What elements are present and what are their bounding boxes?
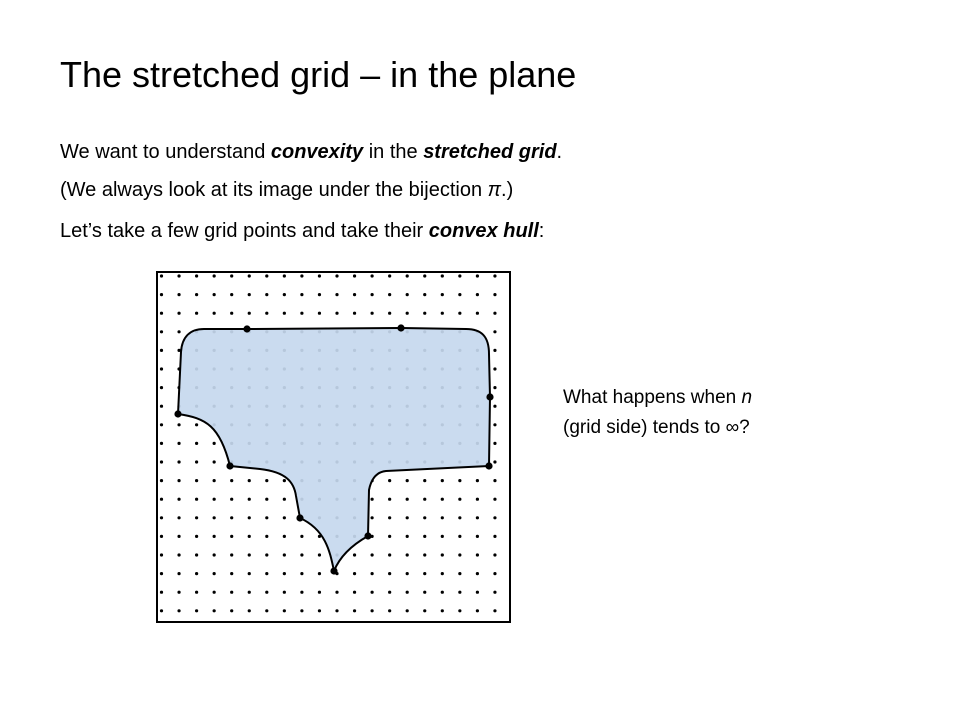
grid-dot: [177, 553, 180, 556]
grid-dot: [160, 274, 163, 277]
grid-dot: [248, 572, 251, 575]
grid-dot: [213, 442, 216, 445]
grid-dot: [476, 498, 479, 501]
convex-hull-term: convex hull: [428, 220, 539, 242]
grid-dot: [371, 516, 374, 519]
grid-dot: [423, 516, 426, 519]
grid-dot: [283, 572, 286, 575]
grid-dot: [476, 274, 479, 277]
grid-dot: [265, 609, 268, 612]
grid-dot: [230, 498, 233, 501]
grid-dot: [406, 293, 409, 296]
grid-dot: [406, 535, 409, 538]
grid-dot: [493, 553, 496, 556]
grid-dot: [371, 274, 374, 277]
hull-vertex: [485, 462, 492, 469]
grid-dot: [177, 423, 180, 426]
grid-dot: [353, 553, 356, 556]
grid-dot: [160, 312, 163, 315]
grid-dot: [160, 591, 163, 594]
grid-dot: [195, 460, 198, 463]
grid-dot: [230, 516, 233, 519]
grid-dot: [265, 293, 268, 296]
hull-vertex: [296, 514, 303, 521]
grid-dot: [160, 330, 163, 333]
grid-dot: [177, 330, 180, 333]
grid-dot: [177, 572, 180, 575]
grid-dot: [493, 572, 496, 575]
grid-dot: [423, 553, 426, 556]
grid-dot: [476, 312, 479, 315]
grid-dot: [160, 349, 163, 352]
grid-dot: [230, 312, 233, 315]
grid-dot: [160, 367, 163, 370]
hull-vertex: [330, 567, 337, 574]
grid-dot: [335, 293, 338, 296]
grid-dot: [423, 535, 426, 538]
grid-dot: [160, 535, 163, 538]
grid-dot: [476, 535, 479, 538]
grid-dot: [493, 442, 496, 445]
grid-dot: [300, 609, 303, 612]
grid-dot: [213, 572, 216, 575]
grid-dot: [177, 460, 180, 463]
grid-dot: [458, 609, 461, 612]
grid-dot: [177, 274, 180, 277]
grid-dot: [388, 516, 391, 519]
grid-dot: [160, 572, 163, 575]
grid-dot: [423, 498, 426, 501]
grid-dot: [406, 572, 409, 575]
grid-dot: [160, 423, 163, 426]
n-variable: n: [741, 387, 753, 408]
grid-dot: [458, 274, 461, 277]
grid-dot: [248, 479, 251, 482]
grid-dot: [458, 479, 461, 482]
grid-dot: [283, 498, 286, 501]
grid-dot: [318, 591, 321, 594]
grid-dot: [195, 553, 198, 556]
question-text-a: What happens when: [563, 387, 742, 408]
grid-dot: [248, 535, 251, 538]
grid-dot: [406, 591, 409, 594]
grid-dot: [423, 572, 426, 575]
grid-dot: [493, 312, 496, 315]
grid-dot: [335, 312, 338, 315]
grid-dot: [230, 293, 233, 296]
grid-dot: [423, 274, 426, 277]
grid-dot: [230, 572, 233, 575]
grid-dot: [423, 479, 426, 482]
grid-dot: [388, 312, 391, 315]
grid-dot: [318, 572, 321, 575]
intro-text-e: .: [556, 141, 563, 163]
grid-dot: [248, 516, 251, 519]
grid-dot: [160, 460, 163, 463]
grid-dot: [441, 516, 444, 519]
grid-dot: [177, 442, 180, 445]
grid-dot: [388, 553, 391, 556]
grid-dot: [265, 274, 268, 277]
grid-dot: [230, 553, 233, 556]
grid-dot: [371, 498, 374, 501]
grid-dot: [493, 274, 496, 277]
question-line-1: [563, 387, 752, 409]
grid-dot: [493, 293, 496, 296]
grid-dot: [493, 460, 496, 463]
grid-dot: [423, 591, 426, 594]
grid-dot: [195, 293, 198, 296]
grid-dot: [441, 553, 444, 556]
grid-dot: [371, 293, 374, 296]
grid-dot: [476, 479, 479, 482]
grid-dot: [476, 572, 479, 575]
grid-dot: [230, 609, 233, 612]
grid-dot: [195, 498, 198, 501]
question-line-2: (grid side) tends to ∞?: [563, 417, 750, 438]
bijection-text-c: .): [501, 179, 514, 201]
hull-vertex: [486, 393, 493, 400]
grid-dot: [458, 591, 461, 594]
grid-dot: [318, 553, 321, 556]
grid-dot: [371, 312, 374, 315]
grid-dot: [177, 293, 180, 296]
grid-dot: [423, 312, 426, 315]
grid-dot: [177, 498, 180, 501]
grid-dot: [283, 274, 286, 277]
grid-dot: [406, 312, 409, 315]
grid-dot: [213, 535, 216, 538]
grid-dot: [335, 609, 338, 612]
grid-dot: [283, 553, 286, 556]
grid-dot: [213, 609, 216, 612]
grid-dot: [213, 312, 216, 315]
grid-dot: [458, 516, 461, 519]
grid-dot: [388, 498, 391, 501]
grid-dot: [493, 367, 496, 370]
grid-dot: [388, 274, 391, 277]
grid-dot: [388, 293, 391, 296]
grid-dot: [353, 609, 356, 612]
grid-dot: [265, 553, 268, 556]
grid-dot: [476, 591, 479, 594]
grid-dot: [441, 498, 444, 501]
grid-dot: [441, 609, 444, 612]
grid-dot: [230, 274, 233, 277]
grid-dot: [265, 498, 268, 501]
grid-dot: [195, 591, 198, 594]
grid-dot: [265, 516, 268, 519]
grid-dot: [213, 460, 216, 463]
grid-dot: [441, 479, 444, 482]
grid-dot: [177, 479, 180, 482]
slide-title: The stretched grid – in the plane: [60, 54, 577, 95]
grid-dot: [160, 293, 163, 296]
grid-dot: [248, 293, 251, 296]
grid-dot: [213, 293, 216, 296]
grid-dot: [493, 609, 496, 612]
grid-dot: [353, 312, 356, 315]
hull-text-c: :: [538, 220, 545, 242]
grid-dot: [493, 479, 496, 482]
grid-dot: [493, 330, 496, 333]
grid-dot: [300, 553, 303, 556]
grid-dot: [476, 609, 479, 612]
grid-dot: [177, 535, 180, 538]
pi-symbol: π: [487, 179, 502, 201]
grid-dot: [441, 274, 444, 277]
grid-dot: [265, 591, 268, 594]
grid-dot: [300, 572, 303, 575]
grid-dot: [195, 516, 198, 519]
hull-vertex: [397, 324, 404, 331]
grid-dot: [458, 535, 461, 538]
grid-dot: [406, 479, 409, 482]
grid-dot: [195, 442, 198, 445]
grid-dot: [441, 591, 444, 594]
grid-dot: [406, 274, 409, 277]
grid-dot: [248, 312, 251, 315]
hull-vertex: [243, 325, 250, 332]
grid-dot: [441, 312, 444, 315]
grid-dot: [177, 609, 180, 612]
grid-dot: [476, 553, 479, 556]
grid-dot: [213, 553, 216, 556]
grid-dot: [441, 572, 444, 575]
grid-dot: [406, 516, 409, 519]
grid-dot: [388, 479, 391, 482]
grid-dot: [318, 274, 321, 277]
grid-dot: [213, 498, 216, 501]
grid-dot: [458, 498, 461, 501]
grid-dot: [371, 591, 374, 594]
grid-dot: [441, 293, 444, 296]
grid-dot: [195, 274, 198, 277]
grid-dot: [160, 516, 163, 519]
grid-dot: [248, 553, 251, 556]
grid-dot: [195, 609, 198, 612]
grid-dot: [300, 535, 303, 538]
grid-dot: [160, 386, 163, 389]
grid-dot: [283, 312, 286, 315]
grid-dot: [423, 293, 426, 296]
grid-dot: [160, 609, 163, 612]
grid-dot: [177, 591, 180, 594]
grid-dot: [493, 591, 496, 594]
grid-dot: [458, 312, 461, 315]
hull-text-a: Let’s take a few grid points and take their: [60, 220, 429, 242]
grid-dot: [283, 609, 286, 612]
grid-dot: [213, 591, 216, 594]
grid-dot: [318, 293, 321, 296]
grid-dot: [265, 572, 268, 575]
grid-dot: [406, 609, 409, 612]
stretched-grid-term: stretched grid: [423, 141, 557, 163]
grid-dot: [283, 479, 286, 482]
grid-dot: [406, 498, 409, 501]
grid-dot: [195, 535, 198, 538]
grid-dot: [160, 553, 163, 556]
grid-dot: [195, 572, 198, 575]
grid-dot: [476, 293, 479, 296]
grid-dot: [406, 553, 409, 556]
grid-dot: [230, 591, 233, 594]
grid-dot: [493, 349, 496, 352]
grid-dot: [195, 312, 198, 315]
intro-text-a: We want to understand: [60, 141, 271, 163]
grid-dot: [388, 591, 391, 594]
grid-dot: [318, 312, 321, 315]
grid-dot: [458, 293, 461, 296]
grid-dot: [248, 274, 251, 277]
grid-dot: [423, 609, 426, 612]
grid-dot: [335, 274, 338, 277]
grid-dot: [248, 498, 251, 501]
grid-dot: [160, 498, 163, 501]
grid-dot: [493, 498, 496, 501]
hull-vertex: [174, 410, 181, 417]
grid-dot: [160, 442, 163, 445]
grid-dot: [265, 535, 268, 538]
grid-dot: [160, 405, 163, 408]
grid-dot: [300, 274, 303, 277]
grid-dot: [493, 405, 496, 408]
intro-text-c: in the: [363, 141, 424, 163]
grid-dot: [353, 293, 356, 296]
bijection-text-a: (We always look at its image under the bijection: [60, 179, 488, 201]
grid-dot: [388, 609, 391, 612]
grid-dot: [230, 535, 233, 538]
grid-dot: [248, 591, 251, 594]
grid-dot: [371, 572, 374, 575]
grid-dot: [458, 553, 461, 556]
grid-dot: [335, 591, 338, 594]
grid-dot: [213, 516, 216, 519]
grid-dot: [371, 609, 374, 612]
grid-dot: [353, 274, 356, 277]
grid-dot: [458, 572, 461, 575]
grid-dot: [283, 516, 286, 519]
grid-dot: [388, 535, 391, 538]
grid-dot: [160, 479, 163, 482]
grid-dot: [300, 312, 303, 315]
grid-dot: [213, 274, 216, 277]
grid-dot: [177, 312, 180, 315]
grid-dot: [195, 423, 198, 426]
grid-dot: [493, 516, 496, 519]
grid-dot: [493, 423, 496, 426]
hull-vertex: [364, 532, 371, 539]
grid-dot: [265, 312, 268, 315]
grid-dot: [283, 591, 286, 594]
grid-dot: [353, 572, 356, 575]
grid-dot: [353, 591, 356, 594]
grid-dot: [265, 479, 268, 482]
grid-dot: [230, 479, 233, 482]
grid-dot: [388, 572, 391, 575]
grid-dot: [476, 516, 479, 519]
grid-dot: [283, 293, 286, 296]
convexity-term: convexity: [270, 141, 364, 163]
grid-dot: [248, 609, 251, 612]
grid-dot: [213, 479, 216, 482]
grid-dot: [441, 535, 444, 538]
grid-dot: [300, 591, 303, 594]
grid-dot: [177, 516, 180, 519]
hull-vertex: [226, 462, 233, 469]
grid-dot: [493, 386, 496, 389]
grid-dot: [195, 479, 198, 482]
grid-dot: [283, 535, 286, 538]
grid-dot: [493, 535, 496, 538]
grid-dot: [318, 609, 321, 612]
grid-dot: [371, 553, 374, 556]
grid-dot: [300, 293, 303, 296]
